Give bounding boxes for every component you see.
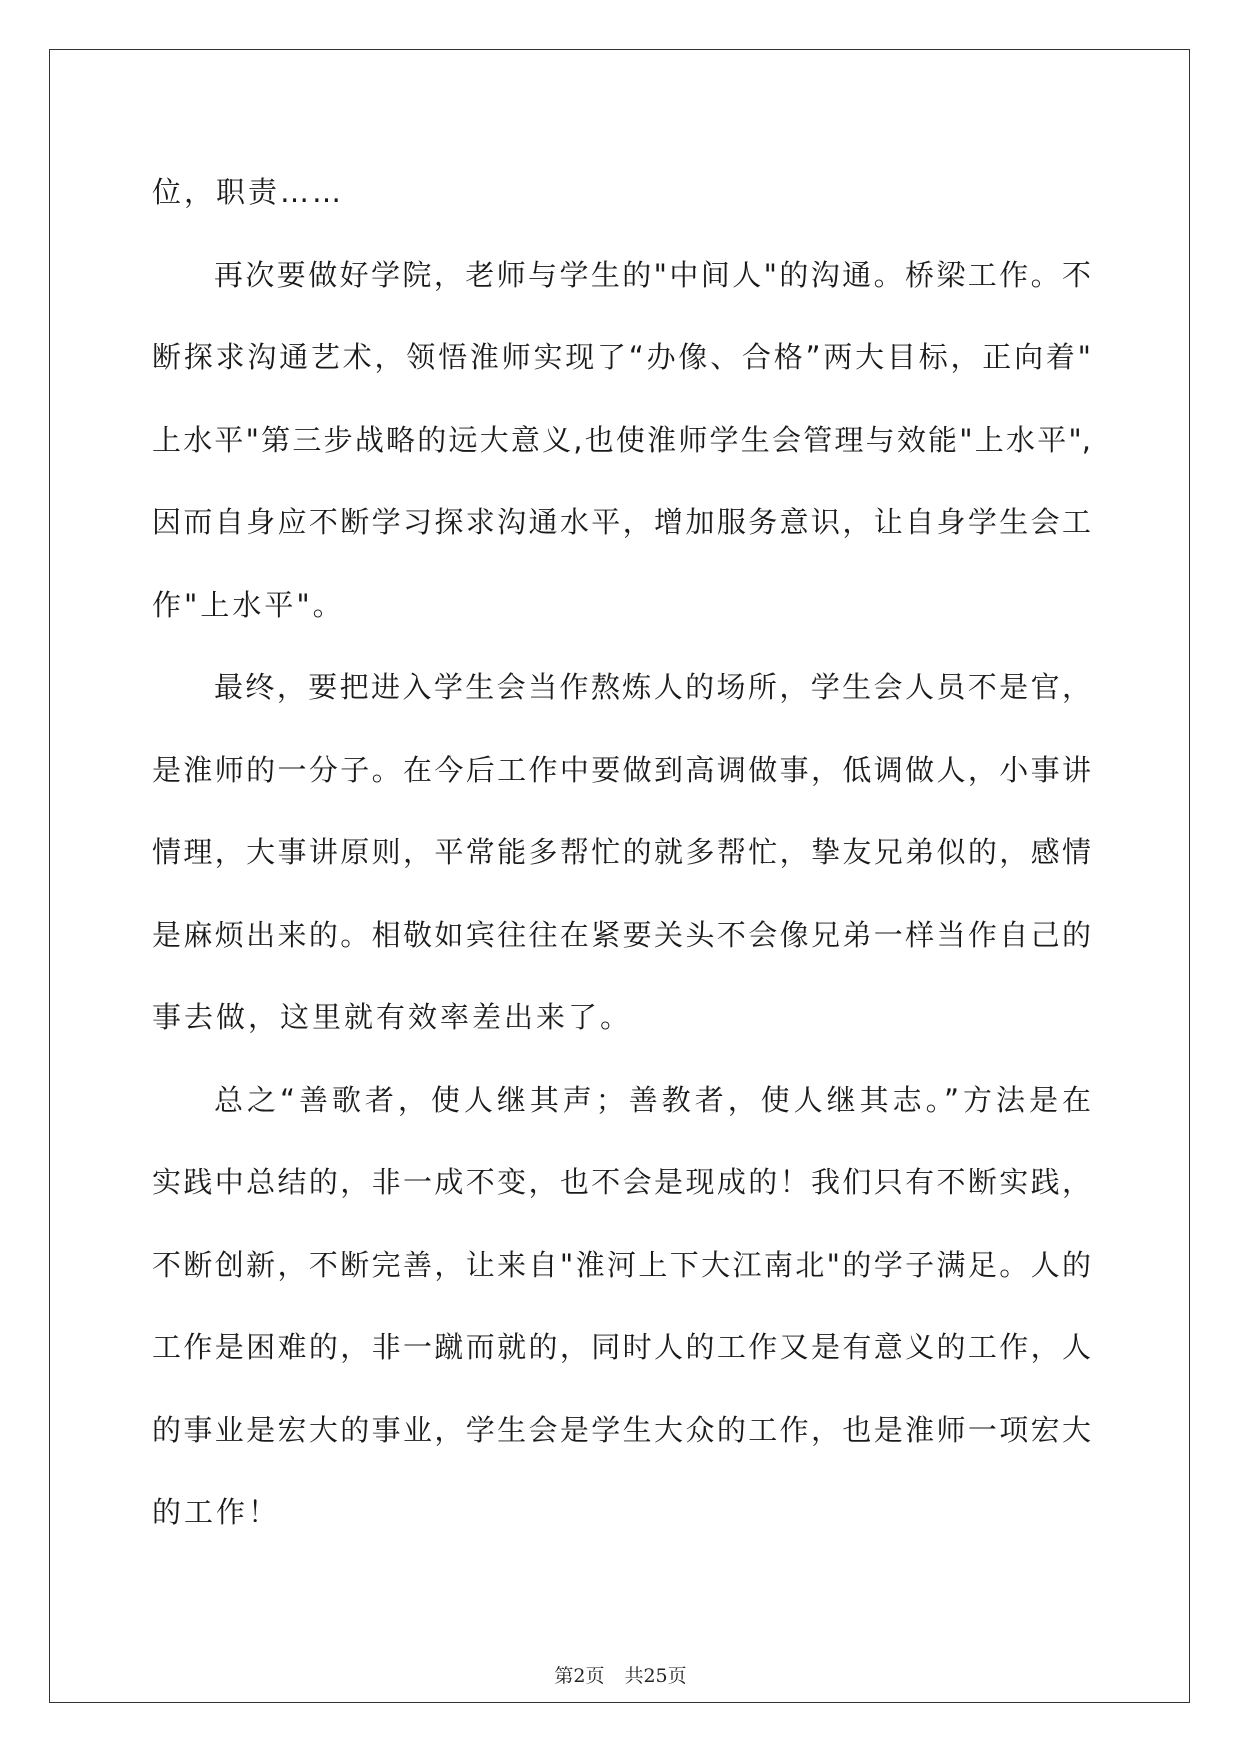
text-line: 总之“善歌者，使人继其声；善教者，使人继其志。”方法是在 [214,1082,1091,1117]
page-footer [0,1664,1241,1688]
text-line: 作"上水平"。 [152,587,345,622]
text-line: 工作是困难的，非一蹴而就的，同时人的工作又是有意义的工作，人 [152,1330,1091,1364]
text-line: 最终，要把进入学生会当作熬炼人的场所，学生会人员不是官， [214,670,1091,704]
text-line: 实践中总结的，非一成不变，也不会是现成的！我们只有不断实践， [152,1165,1091,1199]
text-line: 位，职责…… [152,175,345,209]
page-number: 第2页 [554,1665,605,1687]
text-line: 上水平"第三步战略的远大意义,也使淮师学生会管理与效能"上水平", [152,422,1091,457]
text-line: 事去做，这里就有效率差出来了。 [152,1000,633,1034]
text-line: 是淮师的一分子。在今后工作中要做到高调做事，低调做人，小事讲 [152,752,1091,787]
text-line: 情理，大事讲原则，平常能多帮忙的就多帮忙，挚友兄弟似的，感情 [152,835,1091,869]
text-line: 的事业是宏大的事业，学生会是学生大众的工作，也是淮师一项宏大 [152,1412,1091,1447]
text-line: 因而自身应不断学习探求沟通水平，增加服务意识，让自身学生会工 [152,505,1091,539]
text-line: 不断创新，不断完善，让来自"淮河上下大江南北"的学子满足。人的 [152,1247,1091,1282]
text-line: 再次要做好学院，老师与学生的"中间人"的沟通。桥梁工作。不 [214,257,1091,292]
document-body [152,158,1091,1561]
text-line: 是麻烦出来的。相敬如宾往往在紧要关头不会像兄弟一样当作自己的 [152,917,1091,952]
text-line: 的工作！ [152,1495,281,1529]
text-line: 断探求沟通艺术，领悟淮师实现了“办像、合格”两大目标，正向着" [152,340,1091,374]
page-total: 共25页 [624,1665,687,1687]
